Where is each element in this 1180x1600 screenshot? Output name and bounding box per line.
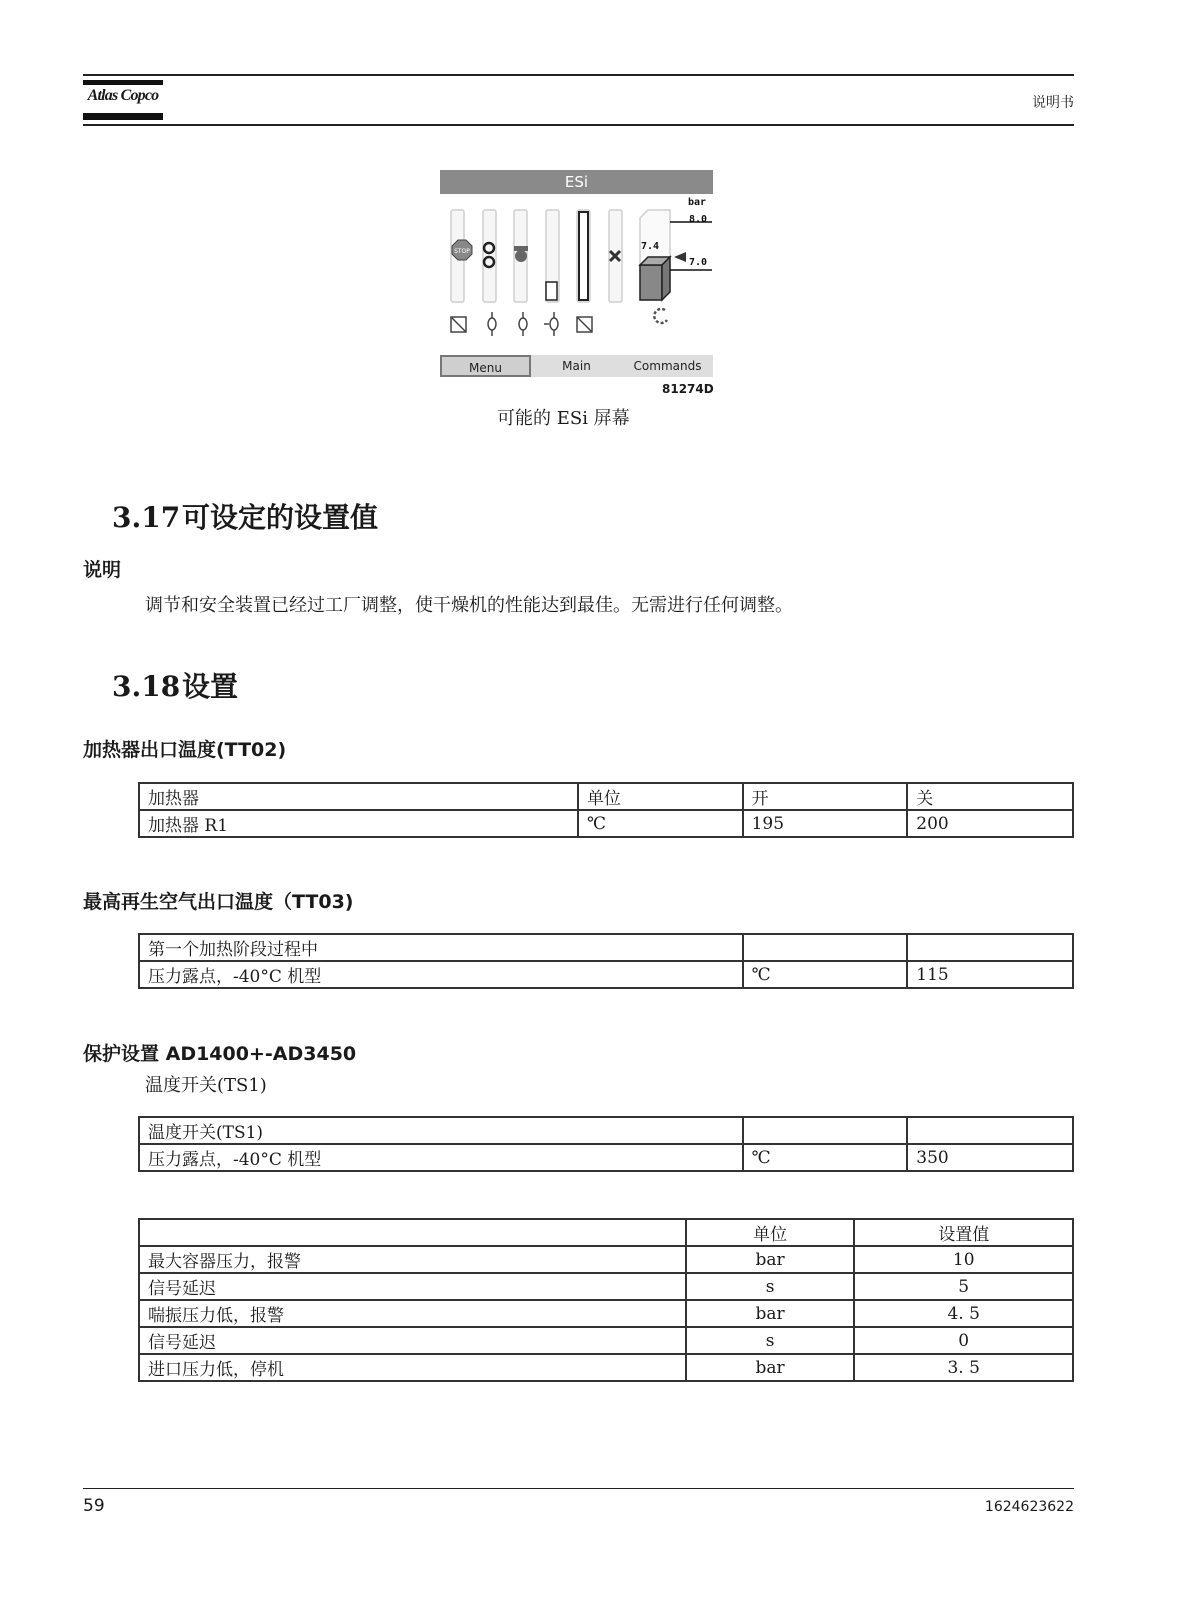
section-317-title: 可设定的设置值 [182, 501, 379, 534]
logo-bar-bottom [83, 113, 163, 120]
figure-id: 81274D [662, 382, 714, 396]
table-cell: 加热器 [139, 783, 578, 810]
table-cell: bar [686, 1354, 855, 1381]
heater-table [138, 782, 1074, 838]
table-cell: 最大容器压力，报警 [139, 1246, 686, 1273]
heater-heading: 加热器出口温度(TT02) [83, 739, 287, 761]
table-cell [743, 934, 908, 961]
section-317-heading [112, 496, 378, 536]
header-rule-bottom [83, 124, 1074, 126]
table-cell: 350 [907, 1144, 1073, 1171]
table-row [139, 961, 1073, 988]
table-row [139, 1273, 1073, 1300]
table-row [139, 934, 1073, 961]
table-cell: 单位 [686, 1219, 855, 1246]
esi-screen-figure [440, 170, 713, 380]
section-318-heading [112, 665, 238, 705]
table-cell: 进口压力低，停机 [139, 1354, 686, 1381]
refresh-icon [654, 309, 667, 323]
table-cell: 单位 [578, 783, 743, 810]
table-cell: 喘振压力低，报警 [139, 1300, 686, 1327]
table-cell: s [686, 1327, 855, 1354]
svg-text:STOP: STOP [454, 248, 470, 255]
regen-heading: 最高再生空气出口温度（TT03) [83, 891, 354, 913]
value-current-label: 7.4 [641, 241, 660, 252]
table-cell: bar [686, 1300, 855, 1327]
valve-small-icon-1 [488, 312, 496, 336]
table-cell: 10 [854, 1246, 1073, 1273]
header-rule-top [83, 74, 1074, 76]
table-cell: ℃ [743, 1144, 908, 1171]
table-cell: 第一个加热阶段过程中 [139, 934, 743, 961]
table-cell: bar [686, 1246, 855, 1273]
commands-button[interactable]: Commands [622, 355, 713, 377]
table-cell: 5 [854, 1273, 1073, 1300]
figure-caption: 可能的 ESi 屏幕 [497, 408, 630, 429]
table-cell: 设置值 [854, 1219, 1073, 1246]
table-row [139, 1327, 1073, 1354]
table-cell: 信号延迟 [139, 1327, 686, 1354]
doc-type-label: 说明书 [1032, 95, 1074, 111]
description-paragraph: 调节和安全装置已经过工厂调整，使干燥机的性能达到最佳。无需进行任何调整。 [145, 595, 793, 616]
logo-bar-top [83, 80, 163, 85]
bar-level-icon [546, 282, 557, 300]
table-cell: 200 [907, 810, 1073, 837]
table-cell: s [686, 1273, 855, 1300]
table-cell: 195 [743, 810, 908, 837]
protection-table [138, 1116, 1074, 1172]
stop-icon [452, 240, 472, 260]
table-row [139, 810, 1073, 837]
table-cell: 信号延迟 [139, 1273, 686, 1300]
footer-rule [83, 1488, 1074, 1489]
table-row [139, 1300, 1073, 1327]
menu-button[interactable]: Menu [440, 355, 531, 377]
table-cell: 开 [743, 783, 908, 810]
table-cell: ℃ [743, 961, 908, 988]
valve-small-icon-2 [519, 312, 527, 336]
table-cell: 115 [907, 961, 1073, 988]
value-low-label: 7.0 [689, 257, 708, 268]
bar-full-icon [579, 212, 588, 300]
table-cell: 4. 5 [854, 1300, 1073, 1327]
table-cell: ℃ [578, 810, 743, 837]
table-cell: 0 [854, 1327, 1073, 1354]
value-high-label: 8.0 [689, 214, 708, 225]
screen-graphics [440, 170, 713, 355]
table-cell [743, 1117, 908, 1144]
settings-table [138, 1218, 1074, 1382]
table-cell: 温度开关(TS1) [139, 1117, 743, 1144]
description-heading: 说明 [83, 559, 122, 581]
atlas-copco-logo [83, 80, 163, 120]
table-cell: 关 [907, 783, 1073, 810]
protection-subheading: 温度开关(TS1) [145, 1075, 267, 1096]
protection-heading: 保护设置 AD1400+-AD3450 [83, 1043, 357, 1065]
screen-title: ESi [440, 170, 713, 194]
doc-code: 1624623622 [984, 1499, 1074, 1515]
table-row [139, 1246, 1073, 1273]
regen-table [138, 933, 1074, 989]
logo-text: Atlas Copco [87, 87, 159, 104]
table-cell: 加热器 R1 [139, 810, 578, 837]
section-317-number: 3.17 [112, 501, 181, 534]
table-row [139, 1117, 1073, 1144]
table-row [139, 783, 1073, 810]
table-cell [907, 1117, 1073, 1144]
table-cell: 3. 5 [854, 1354, 1073, 1381]
main-button[interactable]: Main [531, 355, 622, 377]
table-row [139, 1144, 1073, 1171]
section-318-number: 3.18 [112, 670, 181, 703]
table-cell: 压力露点，-40°C 机型 [139, 1144, 743, 1171]
table-cell [139, 1219, 686, 1246]
table-cell: 压力露点，-40°C 机型 [139, 961, 743, 988]
table-row [139, 1219, 1073, 1246]
valve-small-icon-3 [544, 312, 558, 336]
table-cell [907, 934, 1073, 961]
table-row [139, 1354, 1073, 1381]
section-318-title: 设置 [182, 670, 239, 703]
unit-label: bar [688, 197, 707, 208]
page-number: 59 [83, 1496, 105, 1516]
